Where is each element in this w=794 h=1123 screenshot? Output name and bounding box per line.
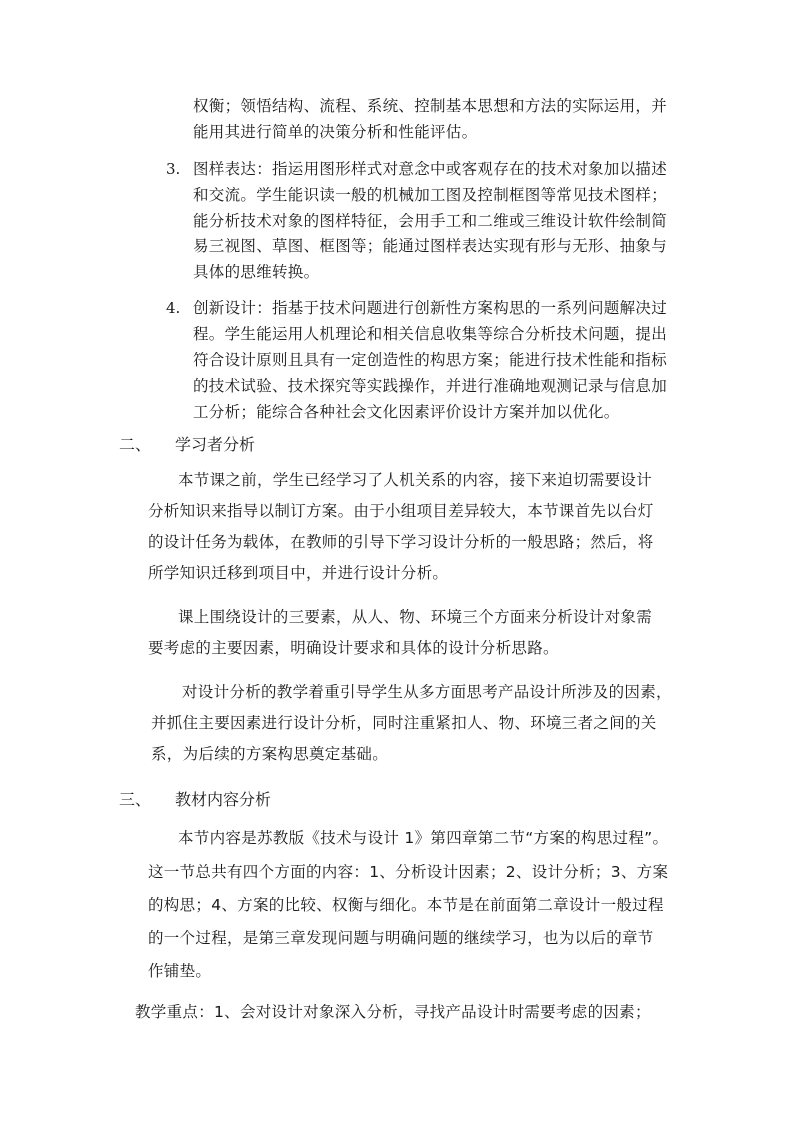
text-line: 能分析技术对象的图样特征，会用手工和二维或三维设计软件绘制简 xyxy=(193,212,668,230)
text-line: 的技术试验、技术探究等实践操作，并进行准确地观测记录与信息加 xyxy=(193,377,668,395)
text-line: 工分析；能综合各种社会文化因素评价设计方案并加以优化。 xyxy=(193,403,620,421)
text-line: 本节课之前，学生已经学习了人机关系的内容，接下来迫切需要设计 xyxy=(178,471,653,489)
text-line: 对设计分析的教学着重引导学生从多方面思考产品设计所涉及的因素， xyxy=(182,683,672,701)
section-title: 学习者分析 xyxy=(175,435,256,454)
key-points-line: 教学重点：1、会对设计对象深入分析，寻找产品设计时需要考虑的因素； xyxy=(135,1003,651,1021)
text-line: 和交流。学生能识读一般的机械加工图及控制框图等常见技术图样； xyxy=(193,186,668,204)
text-line: 权衡；领悟结构、流程、系统、控制基本思想和方法的实际运用，并 xyxy=(193,97,668,115)
text-line: 的一个过程，是第三章发现问题与明确问题的继续学习，也为以后的章节 xyxy=(148,929,654,947)
list-number: 3. xyxy=(166,160,181,178)
text-line: 符合设计原则且具有一定创造性的构思方案；能进行技术性能和指标 xyxy=(193,351,668,369)
text-line: 具体的思维转换。 xyxy=(193,263,320,281)
text-line: 本节内容是苏教版《技术与设计 1》第四章第二节“方案的构思过程”。 xyxy=(178,829,669,847)
text-line: 的设计任务为载体，在教师的引导下学习设计分析的一般思路；然后，将 xyxy=(148,533,654,551)
text-line: 课上围绕设计的三要素，从人、物、环境三个方面来分析设计对象需 xyxy=(178,608,653,626)
text-line: 并抓住主要因素进行设计分析，同时注重紧扣人、物、环境三者之间的关 xyxy=(151,714,657,732)
text-line: 图样表达：指运用图形样式对意念中或客观存在的技术对象加以描述 xyxy=(193,160,668,178)
section-number: 三、 xyxy=(119,790,152,809)
text-line: 创新设计：指基于技术问题进行创新性方案构思的一系列问题解决过 xyxy=(193,299,668,317)
text-line: 所学知识迁移到项目中，并进行设计分析。 xyxy=(148,564,449,582)
text-line: 这一节总共有四个方面的内容：1、分析设计因素；2、设计分析；3、方案 xyxy=(148,863,669,881)
section-number: 二、 xyxy=(119,435,152,454)
text-line: 易三视图、草图、框图等；能通过图样表达实现有形与无形、抽象与 xyxy=(193,237,668,255)
text-line: 程。学生能运用人机理论和相关信息收集等综合分析技术问题，提出 xyxy=(193,325,668,343)
text-line: 系，为后续的方案构思奠定基础。 xyxy=(151,745,389,763)
text-line: 能用其进行简单的决策分析和性能评估。 xyxy=(193,123,478,141)
text-line: 作铺垫。 xyxy=(148,962,212,980)
text-line: 要考虑的主要因素，明确设计要求和具体的设计分析思路。 xyxy=(148,639,559,657)
text-line: 分析知识来指导以制订方案。由于小组项目差异较大，本节课首先以台灯 xyxy=(148,502,654,520)
text-line: 的构思；4、方案的比较、权衡与细化。本节是在前面第二章设计一般过程 xyxy=(148,896,664,914)
list-number: 4. xyxy=(166,299,181,317)
section-title: 教材内容分析 xyxy=(175,790,272,809)
